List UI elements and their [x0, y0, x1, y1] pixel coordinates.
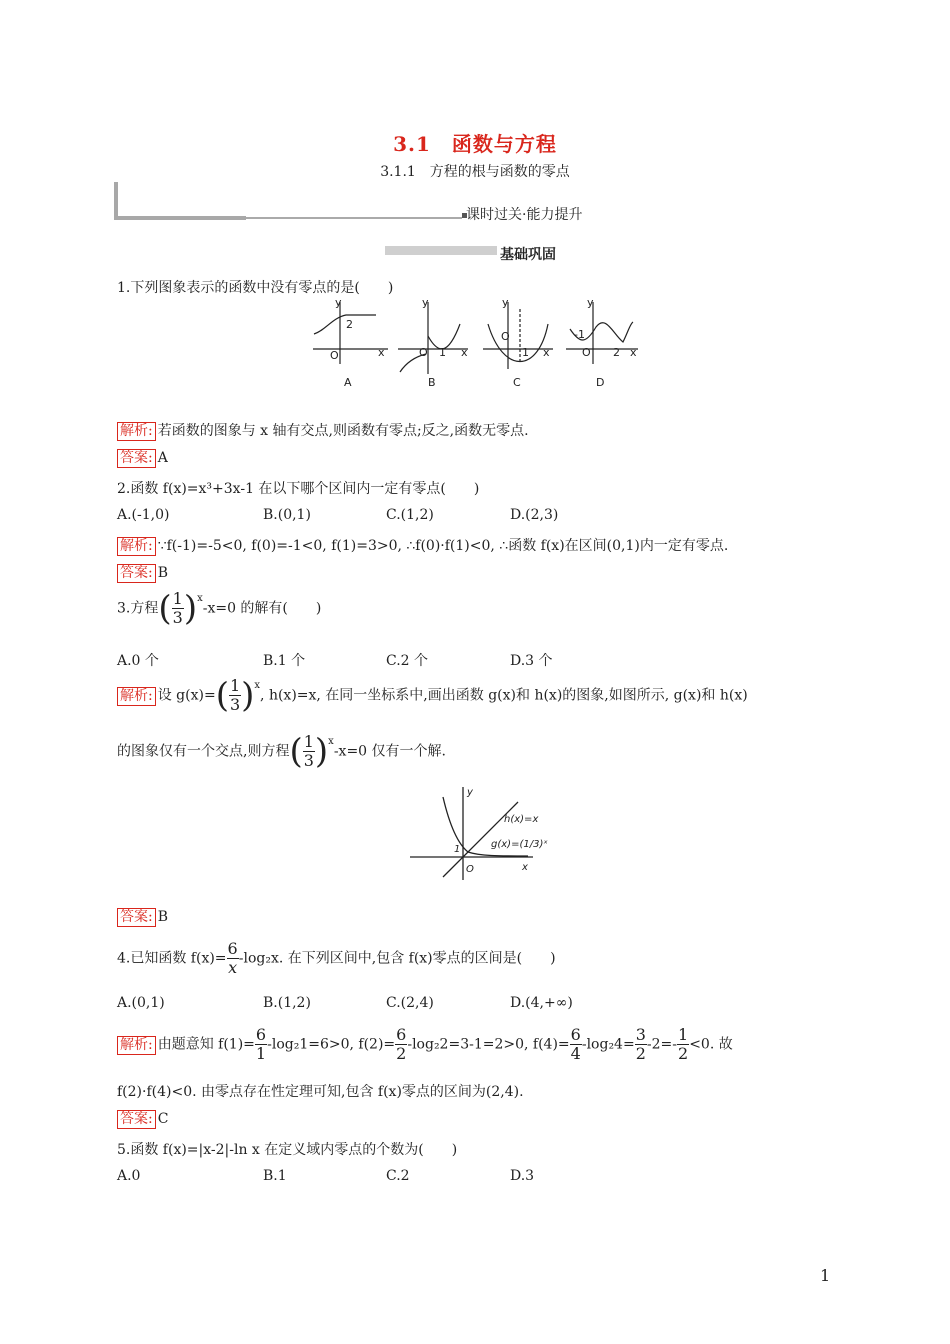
question-4-analysis: 解析: 由题意知 f(1)= $\frac{6}{1}$ -log₂1=6>0, f(2)= $\frac{6}{2}$ -log₂2=3-1=2>0, f(4)= $\frac{6}{4}$ -log₂4= $\frac{3}{2}$ -2=- $\frac{1}{2}$ <0. 故	[117, 1026, 733, 1063]
graph-c-one: 1	[522, 346, 529, 359]
question-1-graphs	[308, 294, 648, 394]
graph-y: y	[467, 787, 473, 798]
graph-h-label: h(x)=x	[504, 814, 539, 825]
graph-one: 1	[454, 844, 461, 855]
graph-b-one: 1	[439, 346, 446, 359]
question-2-analysis: 解析: ∵f(-1)=-5<0, f(0)=-1<0, f(1)=3>0, ∴f(0)·f(1)<0, ∴函数 f(x)在区间(0,1)内一定有零点.	[117, 535, 728, 556]
question-5-option-c: C.2	[386, 1168, 410, 1184]
question-2-option-a: A.(-1,0)	[117, 507, 170, 523]
question-2-stem: 2.函数 f(x)=x³+3x-1 在以下哪个区间内一定有零点( )	[117, 481, 480, 497]
page-title: 3.1 函数与方程	[393, 132, 557, 156]
graph-d-y: y	[587, 296, 594, 309]
graph-b-x: x	[461, 346, 468, 359]
question-3-option-c: C.2 个	[386, 653, 429, 669]
answer-tag: 答案:	[117, 1110, 156, 1129]
graph-a-origin: O	[330, 349, 339, 362]
graph-x: x	[522, 862, 528, 873]
question-3-analysis: 解析: 设 g(x)=( $\frac{1}{3}$ )$^x$, h(x)=x, 在同一坐标系中,画出函数 g(x)和 h(x)的图象,如图所示, g(x)和 h(x)	[117, 677, 748, 714]
question-5-option-a: A.0	[117, 1168, 141, 1184]
question-4-option-b: B.(1,2)	[263, 995, 311, 1011]
page-number: 1	[820, 1266, 831, 1285]
graph-d-neg-one: -1	[574, 328, 585, 341]
banner-label: 课时过关·能力提升	[466, 207, 583, 223]
graph-g-label: g(x)=(1/3)ˣ	[491, 839, 548, 850]
question-4-stem: 4.已知函数 f(x)= $\frac{6}{x}$ -log₂x. 在下列区间中,包含 f(x)零点的区间是( )	[117, 939, 556, 977]
graph-a-label: A	[344, 376, 352, 389]
graph-d-two: 2	[613, 346, 620, 359]
question-3-option-d: D.3 个	[510, 653, 553, 669]
question-1-stem: 1.下列图象表示的函数中没有零点的是( )	[117, 280, 394, 296]
question-4-answer: 答案: C	[117, 1110, 168, 1129]
analysis-tag: 解析:	[117, 422, 156, 441]
section-title: 基础巩固	[500, 247, 556, 263]
graph-c-label: C	[513, 376, 521, 389]
question-1-answer: 答案: A	[117, 449, 168, 468]
question-4-analysis-line2: f(2)·f(4)<0. 由零点存在性定理可知,包含 f(x)零点的区间为(2,4).	[117, 1084, 524, 1100]
graph-d-x: x	[630, 346, 637, 359]
question-4-option-d: D.(4,+∞)	[510, 995, 573, 1011]
answer-tag: 答案:	[117, 908, 156, 927]
answer-tag: 答案:	[117, 449, 156, 468]
graph-d-origin: O	[582, 346, 591, 359]
graph-c-x: x	[543, 346, 550, 359]
question-2-option-d: D.(2,3)	[510, 507, 559, 523]
question-5-option-d: D.3	[510, 1168, 535, 1184]
question-3-option-a: A.0 个	[117, 653, 159, 669]
question-1-analysis: 解析: 若函数的图象与 x 轴有交点,则函数有零点;反之,函数无零点.	[117, 420, 529, 441]
graph-b-y: y	[422, 296, 429, 309]
question-2-option-c: C.(1,2)	[386, 507, 434, 523]
question-3-option-b: B.1 个	[263, 653, 306, 669]
question-3-stem: 3.方程( $\frac{1}{3}$ )$^x$-x=0 的解有( )	[117, 588, 322, 629]
question-3-graph	[408, 782, 548, 882]
question-2-answer: 答案: B	[117, 564, 168, 583]
question-4-option-a: A.(0,1)	[117, 995, 165, 1011]
analysis-tag: 解析:	[117, 537, 156, 556]
question-3-answer: 答案: B	[117, 908, 168, 927]
analysis-tag: 解析:	[117, 687, 156, 706]
question-5-stem: 5.函数 f(x)=|x-2|-ln x 在定义域内零点的个数为( )	[117, 1142, 458, 1158]
question-3-analysis-line2: 的图象仅有一个交点,则方程( $\frac{1}{3}$ )$^x$-x=0 仅有一个解.	[117, 731, 446, 772]
page-subtitle: 3.1.1 方程的根与函数的零点	[380, 164, 570, 180]
graph-c-origin: O	[501, 330, 510, 343]
banner-decoration	[112, 180, 472, 224]
graph-origin: O	[466, 864, 474, 875]
question-5-option-b: B.1	[263, 1168, 287, 1184]
graph-a-y: y	[335, 296, 342, 309]
section-bar	[385, 246, 497, 255]
analysis-tag: 解析:	[117, 1036, 156, 1055]
question-2-option-b: B.(0,1)	[263, 507, 311, 523]
answer-tag: 答案:	[117, 564, 156, 583]
question-4-option-c: C.(2,4)	[386, 995, 434, 1011]
graph-b-label: B	[428, 376, 436, 389]
graph-a-x: x	[378, 346, 385, 359]
graph-d-label: D	[596, 376, 605, 389]
graph-c-y: y	[502, 296, 509, 309]
graph-a-two: 2	[346, 318, 353, 331]
graph-b-origin: O	[419, 346, 428, 359]
